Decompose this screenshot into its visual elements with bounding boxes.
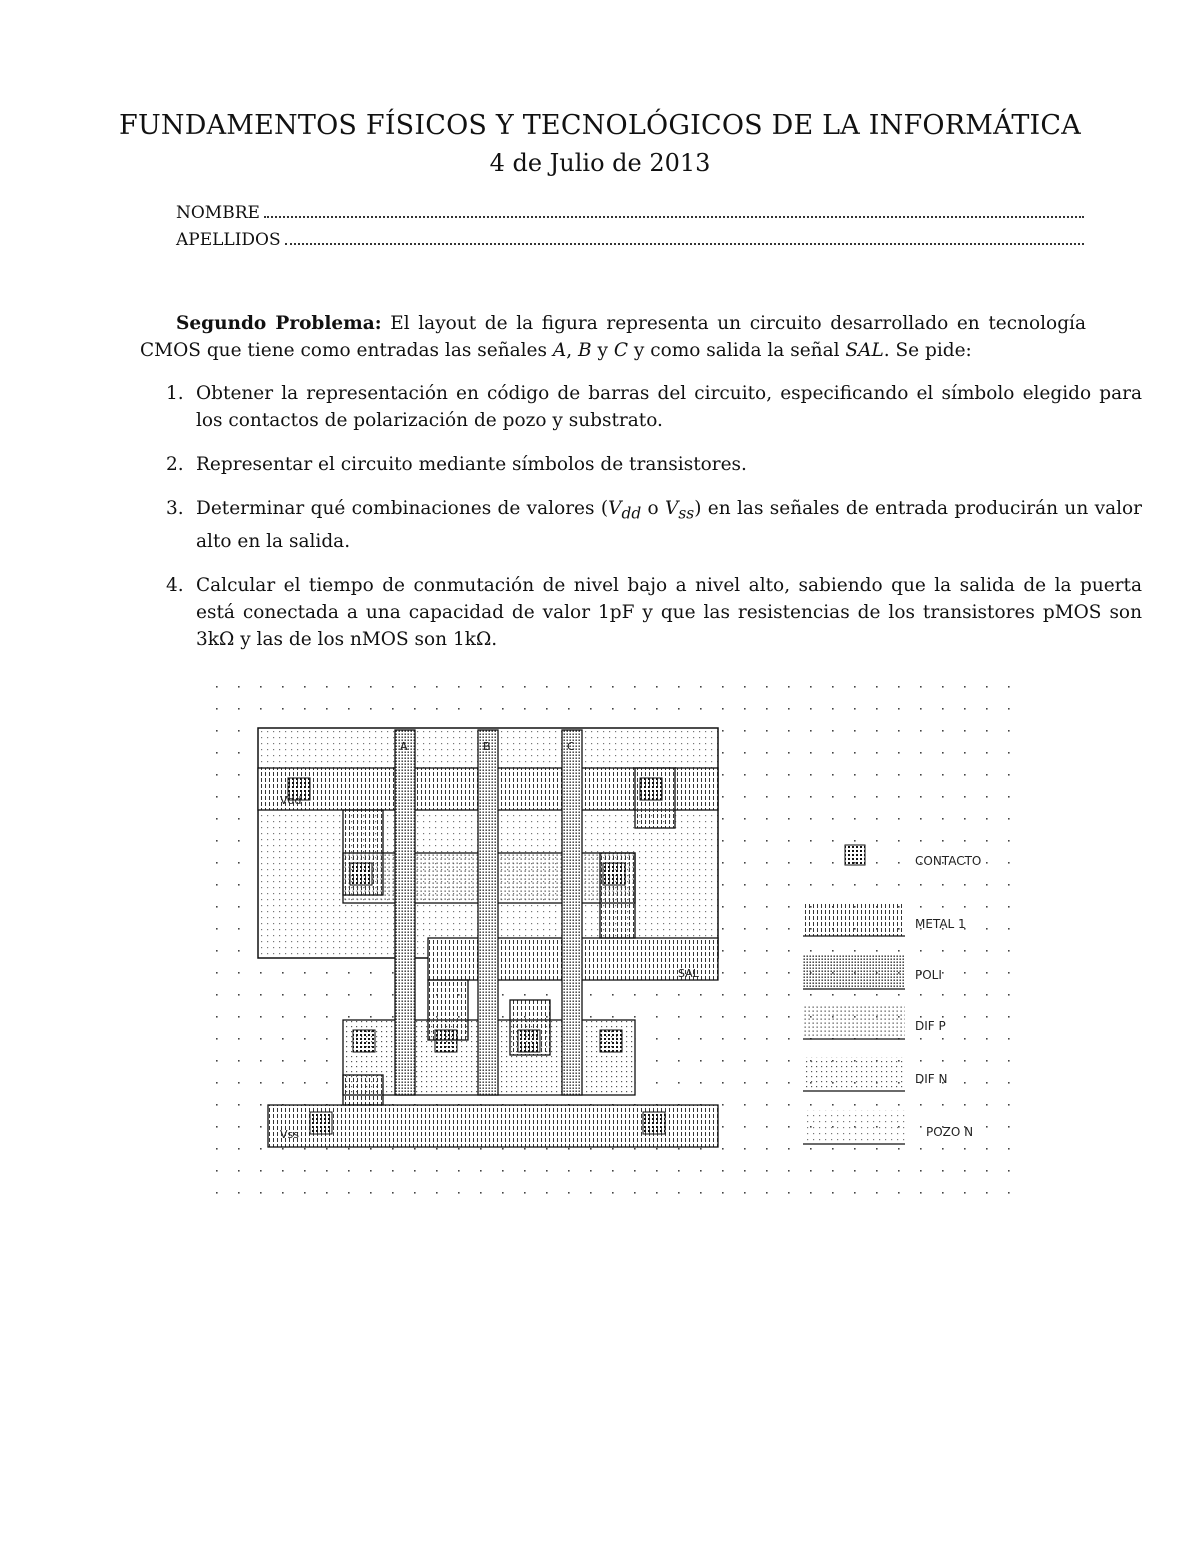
label-sal: SAL [678,967,699,980]
poli-gate-c [562,730,582,1095]
contact-n-4 [600,1030,622,1052]
label-a: A [400,740,408,753]
label-vss: Vss [280,1128,299,1141]
var-sal: SAL [845,340,884,361]
problem-statement [140,310,1086,364]
legend-difp-swatch [803,1005,905,1039]
legend-pozo-label: POZO N [926,1125,974,1139]
layout-svg [200,670,1030,1200]
vss-symbol: V [665,498,679,519]
task-text: Obtener la representación en código de barras del circuito, especificando el símbolo elegido para los contactos de polarización de pozo y substrato. [196,383,1142,431]
vdd-symbol: V [608,498,622,519]
apellidos-dotted-line [285,229,1084,245]
contact-p-right [603,863,625,885]
poli-gate-a [395,730,415,1095]
task-text: Calcular el tiempo de conmutación de nivel bajo a nivel alto, sabiendo que la salida de la puerta está conectada a una capacidad de valor 1pF y que las resistencias de los transistores pMOS son 3kΩ y las de los nMOS son 1kΩ. [196,574,1142,650]
task-number: 1. [166,383,184,404]
problem-intro-text-2: y como salida la señal [628,340,846,361]
var-a: A [552,340,567,361]
task-number: 4. [166,574,184,596]
legend-difn-label: DIF N [915,1072,948,1086]
label-vdd: Vdd [280,794,302,807]
problem-heading: Segundo Problema: [176,313,382,334]
task-item [166,495,1142,555]
legend-difp-label: DIF P [915,1019,946,1033]
problem-intro-text: El layout de la figura representa un circuito desarrollado en tecnología CMOS que tiene como entradas las señales [140,313,1086,361]
legend-poli-label: POLI [915,968,942,982]
nombre-label: NOMBRE [176,203,260,223]
label-b: B [483,740,491,753]
problem-intro-text-3: . Se pide: [883,340,972,361]
legend-pozo-swatch [803,1110,905,1144]
task-text: Representar el circuito mediante símbolos de transistores. [196,454,747,475]
task-list [140,380,1142,670]
contact-n-2 [435,1030,457,1052]
contact-n-1 [353,1030,375,1052]
cmos-layout-figure [200,670,1030,1200]
nombre-field[interactable] [176,202,1084,226]
legend-metal-swatch [803,902,905,936]
label-c: C [567,740,575,753]
contact-vss-sub [310,1112,332,1134]
sep-2: y [591,340,614,361]
poli-gate-b [478,730,498,1095]
legend-metal-label: METAL 1 [915,917,966,931]
sep-1: , [566,340,579,361]
page-title: FUNDAMENTOS FÍSICOS Y TECNOLÓGICOS DE LA INFORMÁTICA [119,110,1081,141]
contact-n-3 [518,1030,540,1052]
nombre-dotted-line [264,202,1084,218]
apellidos-field[interactable] [176,229,1084,253]
contact-vss-right [643,1112,665,1134]
legend-difn-swatch [803,1057,905,1091]
legend-poli-swatch [803,955,905,989]
metal-n-source-left [343,1075,383,1105]
vss-subscript: ss [678,504,695,523]
task-number: 3. [166,498,184,519]
var-b: B [578,340,592,361]
task-text: ) en las señales de entrada producirán un valor alto en la salida. [196,498,1142,552]
apellidos-label: APELLIDOS [176,230,281,250]
contact-vdd-right [640,778,662,800]
task-item [166,572,1142,653]
vdd-subscript: dd [621,504,642,523]
task-item [166,451,1142,478]
task-text: o [641,498,666,519]
task-text: Determinar qué combinaciones de valores ( [196,498,609,519]
contact-p-left [350,863,372,885]
task-item [166,380,1142,434]
legend-contacto-label: CONTACTO [915,854,982,868]
exam-date: 4 de Julio de 2013 [489,149,711,177]
legend-contacto-swatch [845,845,865,865]
var-c: C [613,340,628,361]
task-number: 2. [166,454,184,475]
